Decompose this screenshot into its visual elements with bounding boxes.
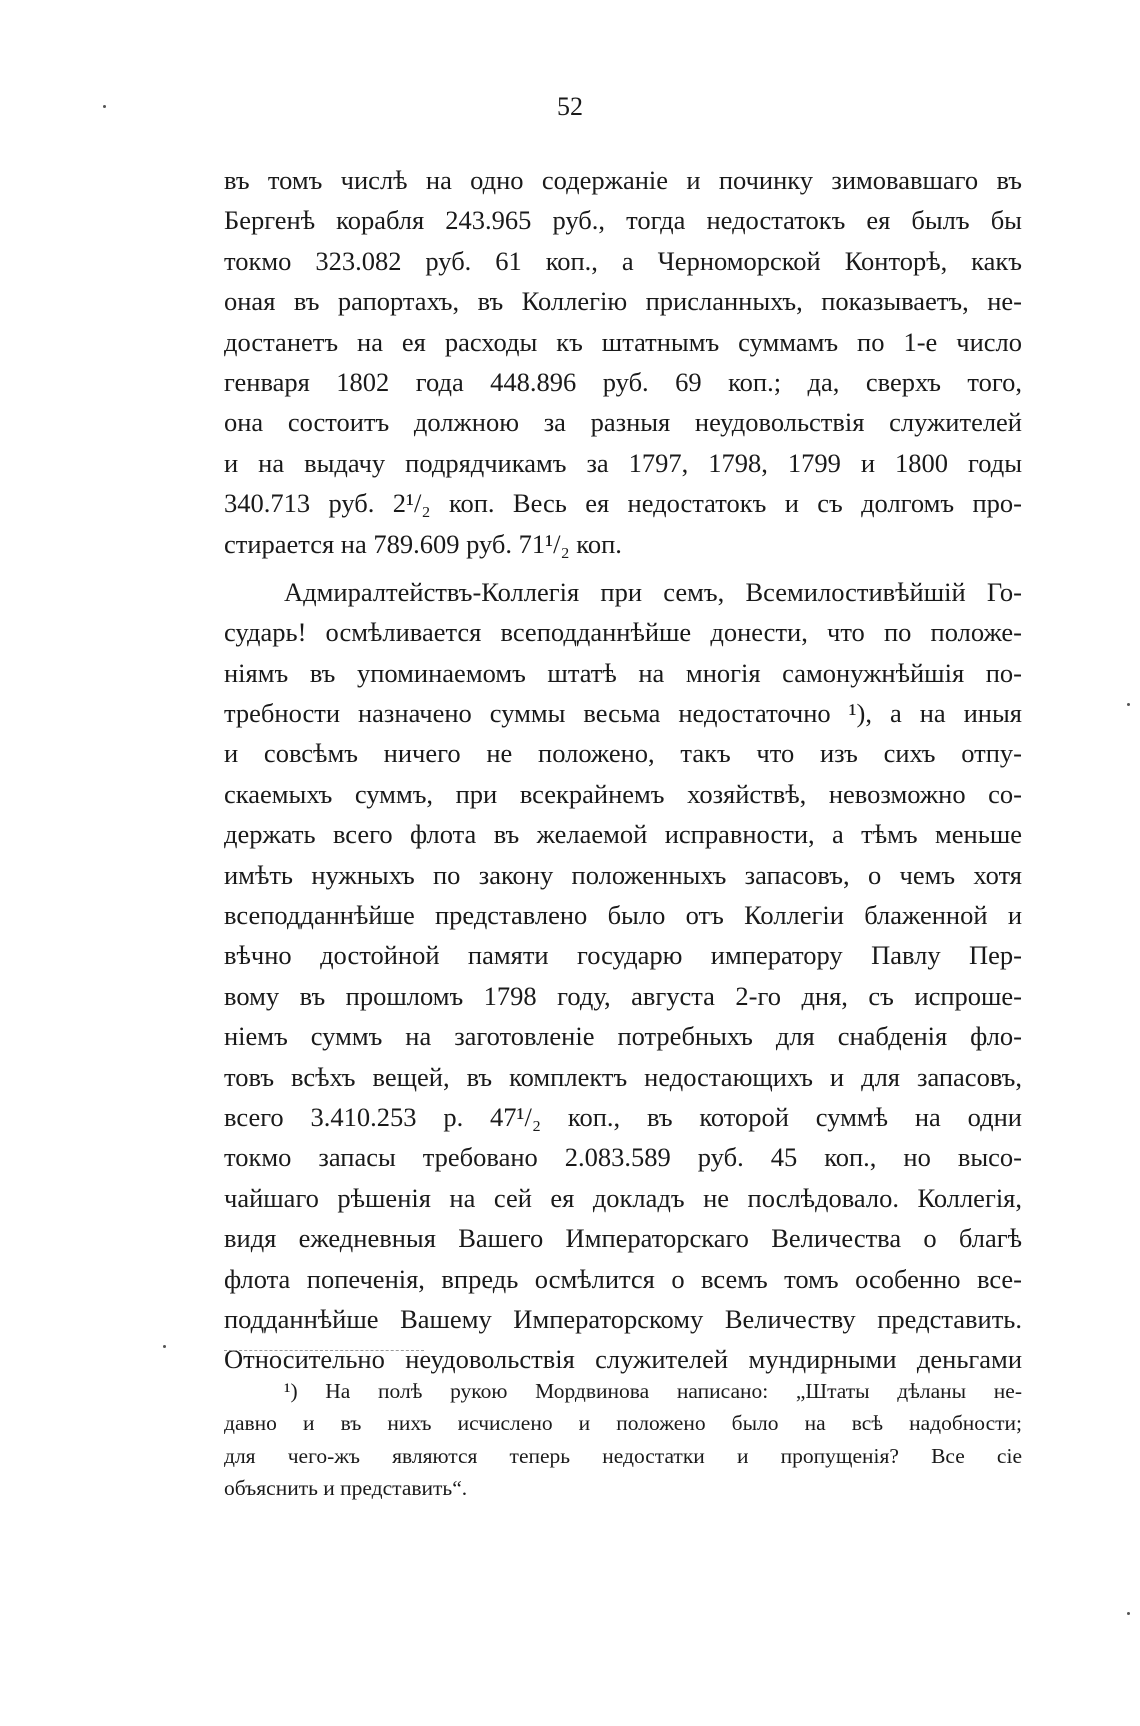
text-line: достанетъ на ея расходы къ штатнымъ суммамъ по 1-е число (224, 326, 1022, 357)
text-line: Бергенѣ корабля 243.965 руб., тогда недостатокъ ея былъ бы (224, 205, 1022, 236)
main-text (224, 160, 1022, 1380)
scan-speck (1127, 1612, 1130, 1615)
text-line: оная въ рапортахъ, въ Коллегію присланныхъ, показываетъ, не- (224, 286, 1022, 317)
text-line: держать всего флота въ желаемой исправности, а тѣмъ меньше (224, 819, 1022, 850)
text-line: всего 3.410.253 р. 47¹/₂ коп., въ которой суммѣ на одни (224, 1101, 1022, 1132)
scan-speck (1127, 703, 1130, 706)
text-line: видя ежедневныя Вашего Императорскаго Величества о благѣ (224, 1223, 1022, 1254)
text-line: вѣчно достойной памяти государю императору Павлу Пер- (224, 940, 1022, 971)
scan-speck (163, 1345, 166, 1348)
text-line: Адмиралтействъ-Коллегія при семъ, Всемилостивѣйшій Го- (284, 576, 1022, 607)
text-line: скаемыхъ суммъ, при всекрайнемъ хозяйствѣ, невозможно со- (224, 778, 1022, 809)
text-line: и на выдачу подрядчикамъ за 1797, 1798, 1799 и 1800 годы (224, 447, 1022, 478)
text-line: Относительно неудовольствія служителей мундирными деньгами (224, 1344, 1022, 1375)
text-line: имѣть нужныхъ по закону положенныхъ запасовъ, о чемъ хотя (224, 859, 1022, 890)
text-line: флота попеченія, впредь осмѣлится о всемъ томъ особенно все- (224, 1263, 1022, 1294)
footnote-line: объяснить и представить“. (224, 1476, 468, 1501)
footnote-line: давно и въ нихъ исчислено и положено было на всѣ надобности; (224, 1411, 1022, 1436)
text-line: токмо 323.082 руб. 61 коп., а Черноморской Конторѣ, какъ (224, 245, 1022, 276)
text-line: и совсѣмъ ничего не положено, такъ что изъ сихъ отпу- (224, 738, 1022, 769)
text-line: требности назначено суммы весьма недостаточно ¹), а на иныя (224, 698, 1022, 729)
footnote-separator (224, 1350, 424, 1351)
text-line: генваря 1802 года 448.896 руб. 69 коп.; да, сверхъ того, (224, 366, 1022, 397)
text-line: ніемъ суммъ на заготовленіе потребныхъ для снабденія фло- (224, 1021, 1022, 1052)
page-number: 52 (557, 92, 583, 121)
footnotes (224, 1375, 1022, 1505)
text-line: всеподданнѣйше представлено было отъ Коллегіи блаженной и (224, 900, 1022, 931)
text-line: чайшаго рѣшенія на сей ея докладъ не послѣдовало. Коллегія, (224, 1182, 1022, 1213)
text-line: 340.713 руб. 2¹/₂ коп. Весь ея недостатокъ и съ долгомъ про- (224, 488, 1022, 519)
text-line: товъ всѣхъ вещей, въ комплектъ недостающихъ и для запасовъ, (224, 1061, 1022, 1092)
footnote-line: для чего-жъ являются теперь недостатки и пропущенія? Все сіе (224, 1443, 1022, 1468)
text-line: токмо запасы требовано 2.083.589 руб. 45 коп., но высо- (224, 1142, 1022, 1173)
text-line: ніямъ въ упоминаемомъ штатѣ на многія самонужнѣйшія по- (224, 657, 1022, 688)
text-line: вому въ прошломъ 1798 году, августа 2-го дня, съ испроше- (224, 980, 1022, 1011)
text-line: подданнѣйше Вашему Императорскому Величеству представить. (224, 1303, 1022, 1334)
text-line: въ томъ числѣ на одно содержаніе и починку зимовавшаго въ (224, 165, 1022, 195)
text-line: она состоитъ должною за разныя неудовольствія служителей (224, 407, 1022, 438)
text-line: сударь! осмѣливается всеподданнѣйше донести, что по положе- (224, 617, 1022, 648)
footnote-line: ¹) На полѣ рукою Мордвинова написано: „Штаты дѣланы не- (284, 1379, 1022, 1403)
paragraph-gap (224, 564, 1022, 572)
text-line: стирается на 789.609 руб. 71¹/₂ коп. (224, 528, 622, 559)
scan-speck (103, 105, 106, 108)
